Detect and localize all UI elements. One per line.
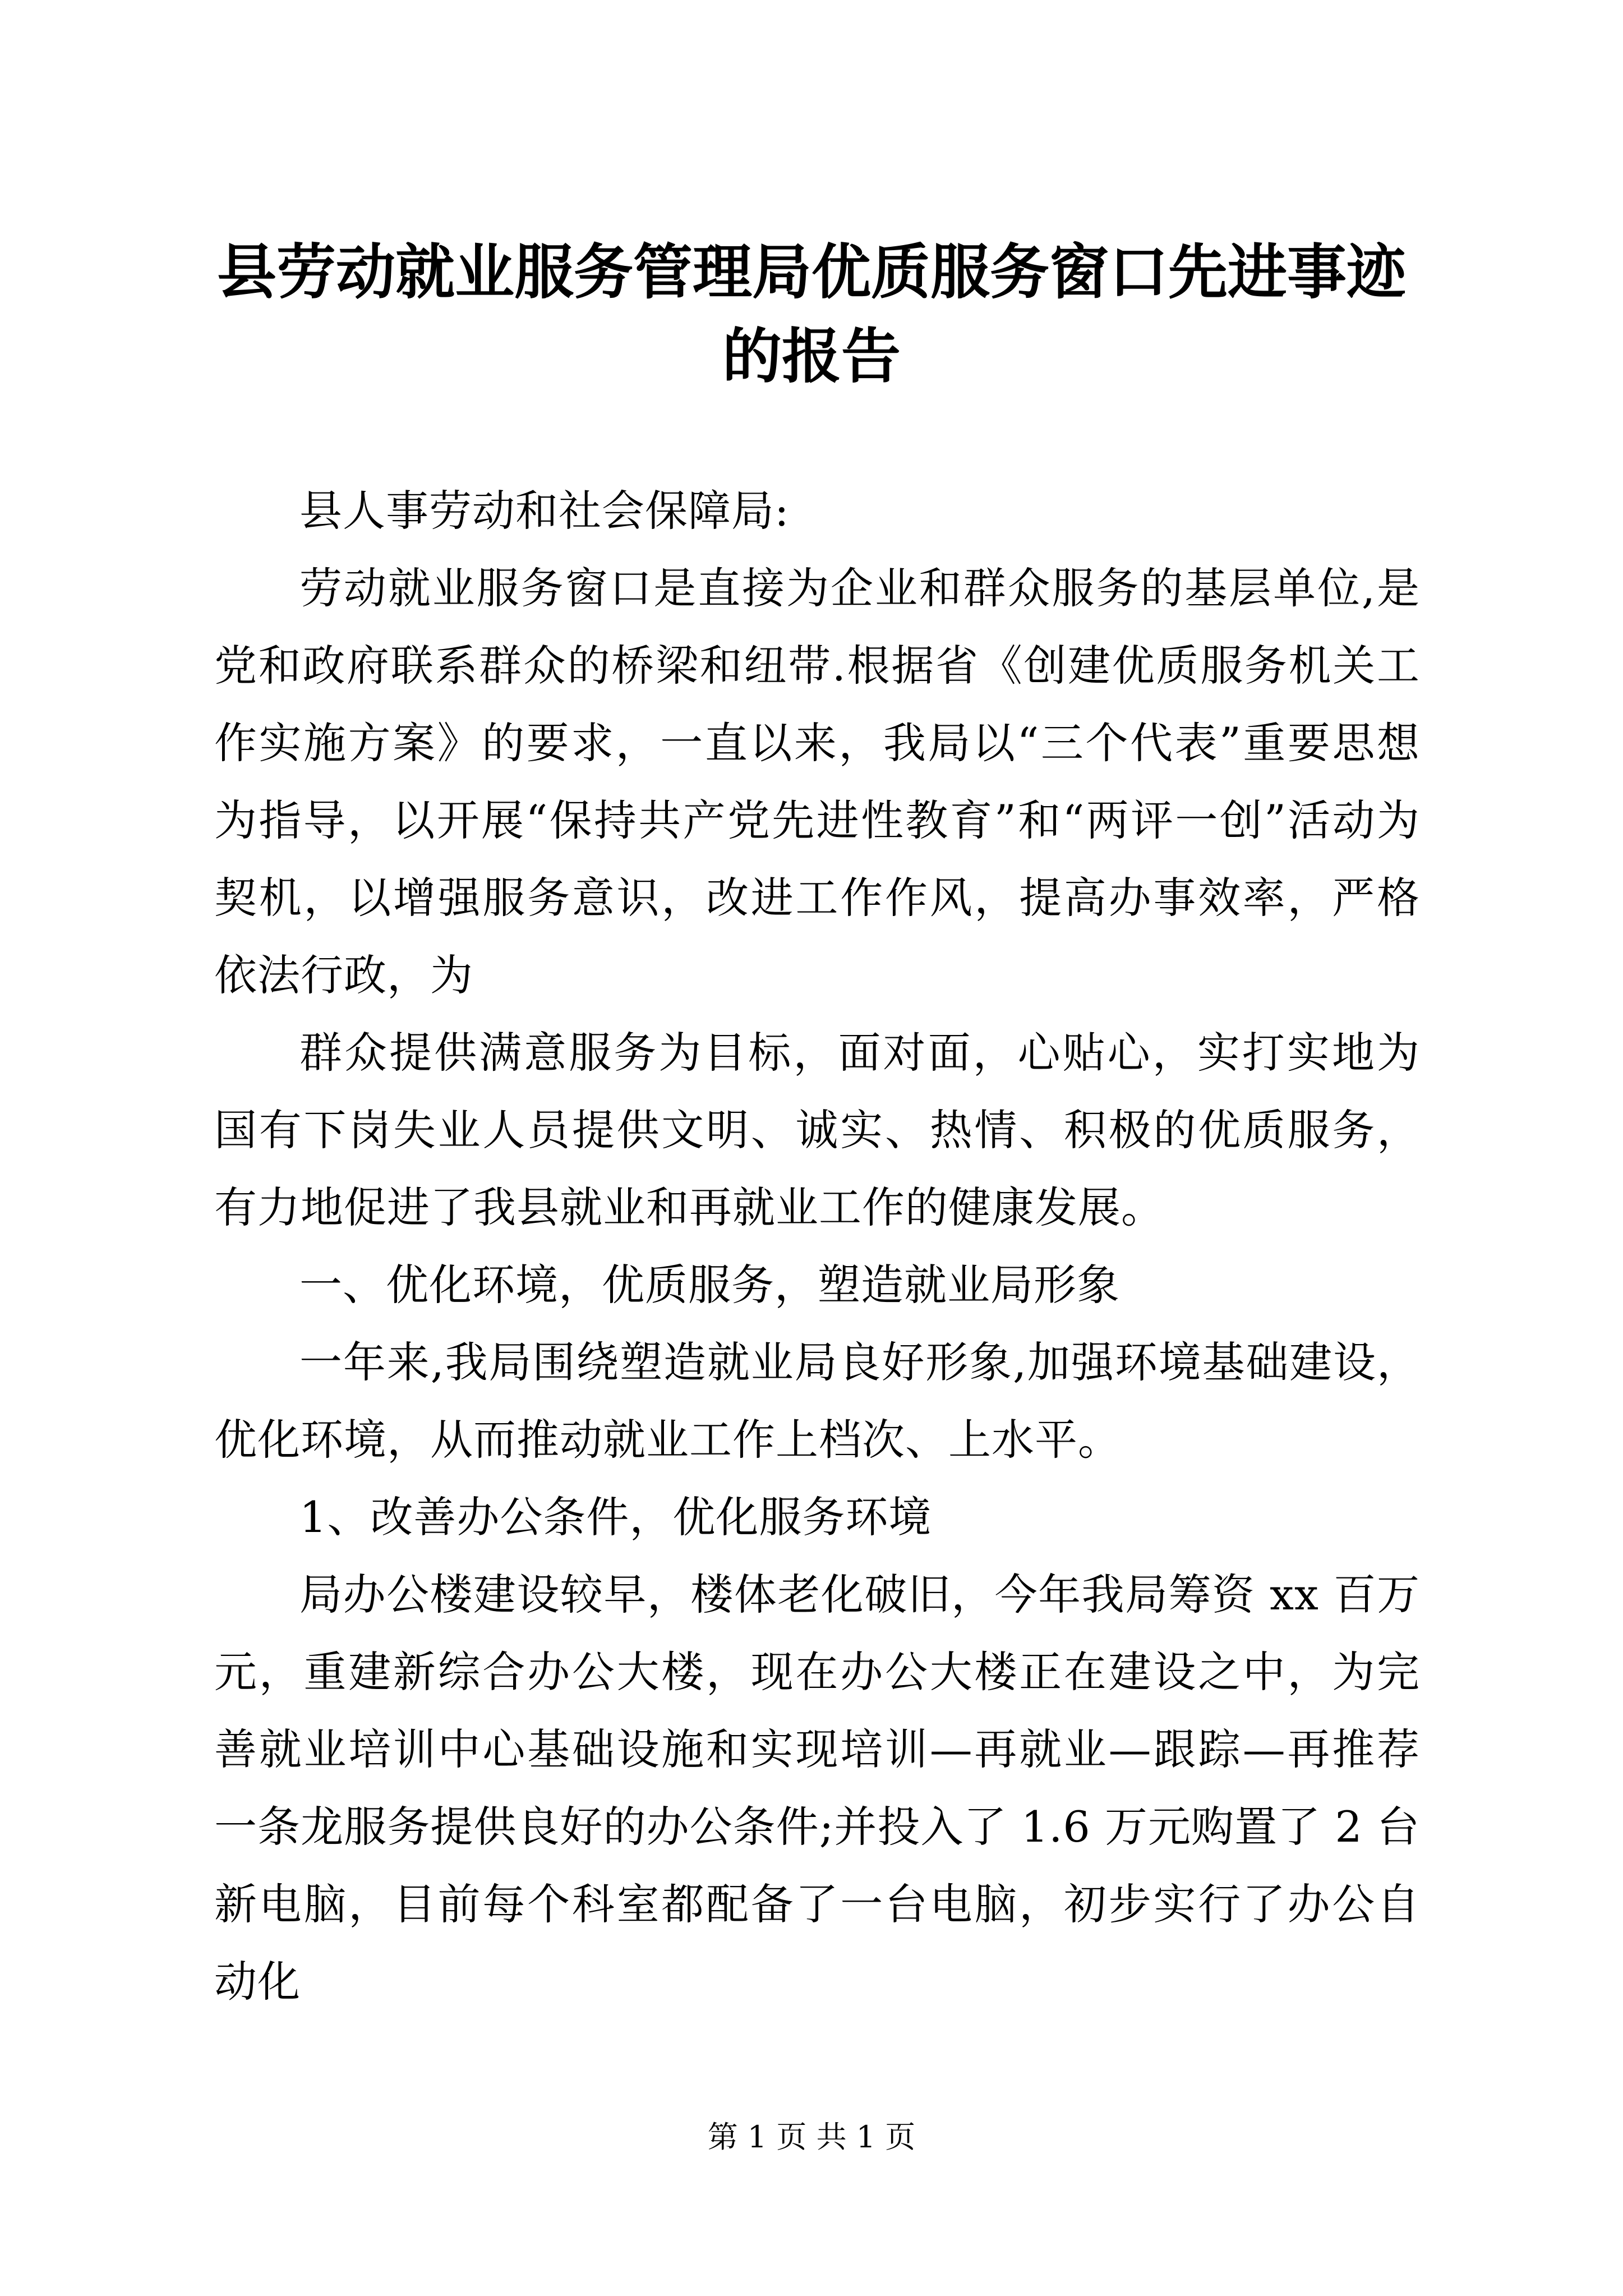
paragraph-intro: 劳动就业服务窗口是直接为企业和群众服务的基层单位,是党和政府联系群众的桥梁和纽带.根据省《创建优质服务机关工作实施方案》的要求，一直以来，我局以“三个代表”重要思想为指导，以开展“保持共产党先进性教育”和“两评一创”活动为契机，以增强服务意识，改进工作作风，提高办事效率，严格依法行政，为 xyxy=(214,563,1420,1000)
title-line-1: 县劳动就业服务管理局优质服务窗口先进事迹 xyxy=(217,237,1406,307)
paragraph-subsection-1: 局办公楼建设较早，楼体老化破旧，今年我局筹资 xx 百万元，重建新综合办公大楼，现在办公大楼正在建设之中，为完善就业培训中心基础设施和实现培训—再就业—跟踪—再推荐一条龙服务提供良好的办公条件;并投入了 1.6 万元购置了 2 台新电脑，目前每个科室都配备了一台电脑，初步实行了办公自动化 xyxy=(214,1570,1420,2007)
subsection-heading-1: 1、改善办公条件，优化服务环境 xyxy=(299,1492,932,1542)
document-body xyxy=(214,472,1420,2021)
salutation: 县人事劳动和社会保障局: xyxy=(299,486,790,536)
paragraph-goal: 群众提供满意服务为目标，面对面，心贴心，实打实地为国有下岗失业人员提供文明、诚实、热情、积极的优质服务，有力地促进了我县就业和再就业工作的健康发展。 xyxy=(214,1028,1420,1232)
section-heading-1: 一、优化环境，优质服务，塑造就业局形象 xyxy=(299,1260,1120,1310)
page-footer: 第 1 页 共 1 页 xyxy=(707,2119,916,2155)
paragraph-section-1: 一年来,我局围绕塑造就业局良好形象,加强环境基础建设，优化环境，从而推动就业工作上档次、上水平。 xyxy=(214,1337,1420,1465)
document-title xyxy=(185,230,1438,398)
title-line-2: 的报告 xyxy=(722,321,901,391)
